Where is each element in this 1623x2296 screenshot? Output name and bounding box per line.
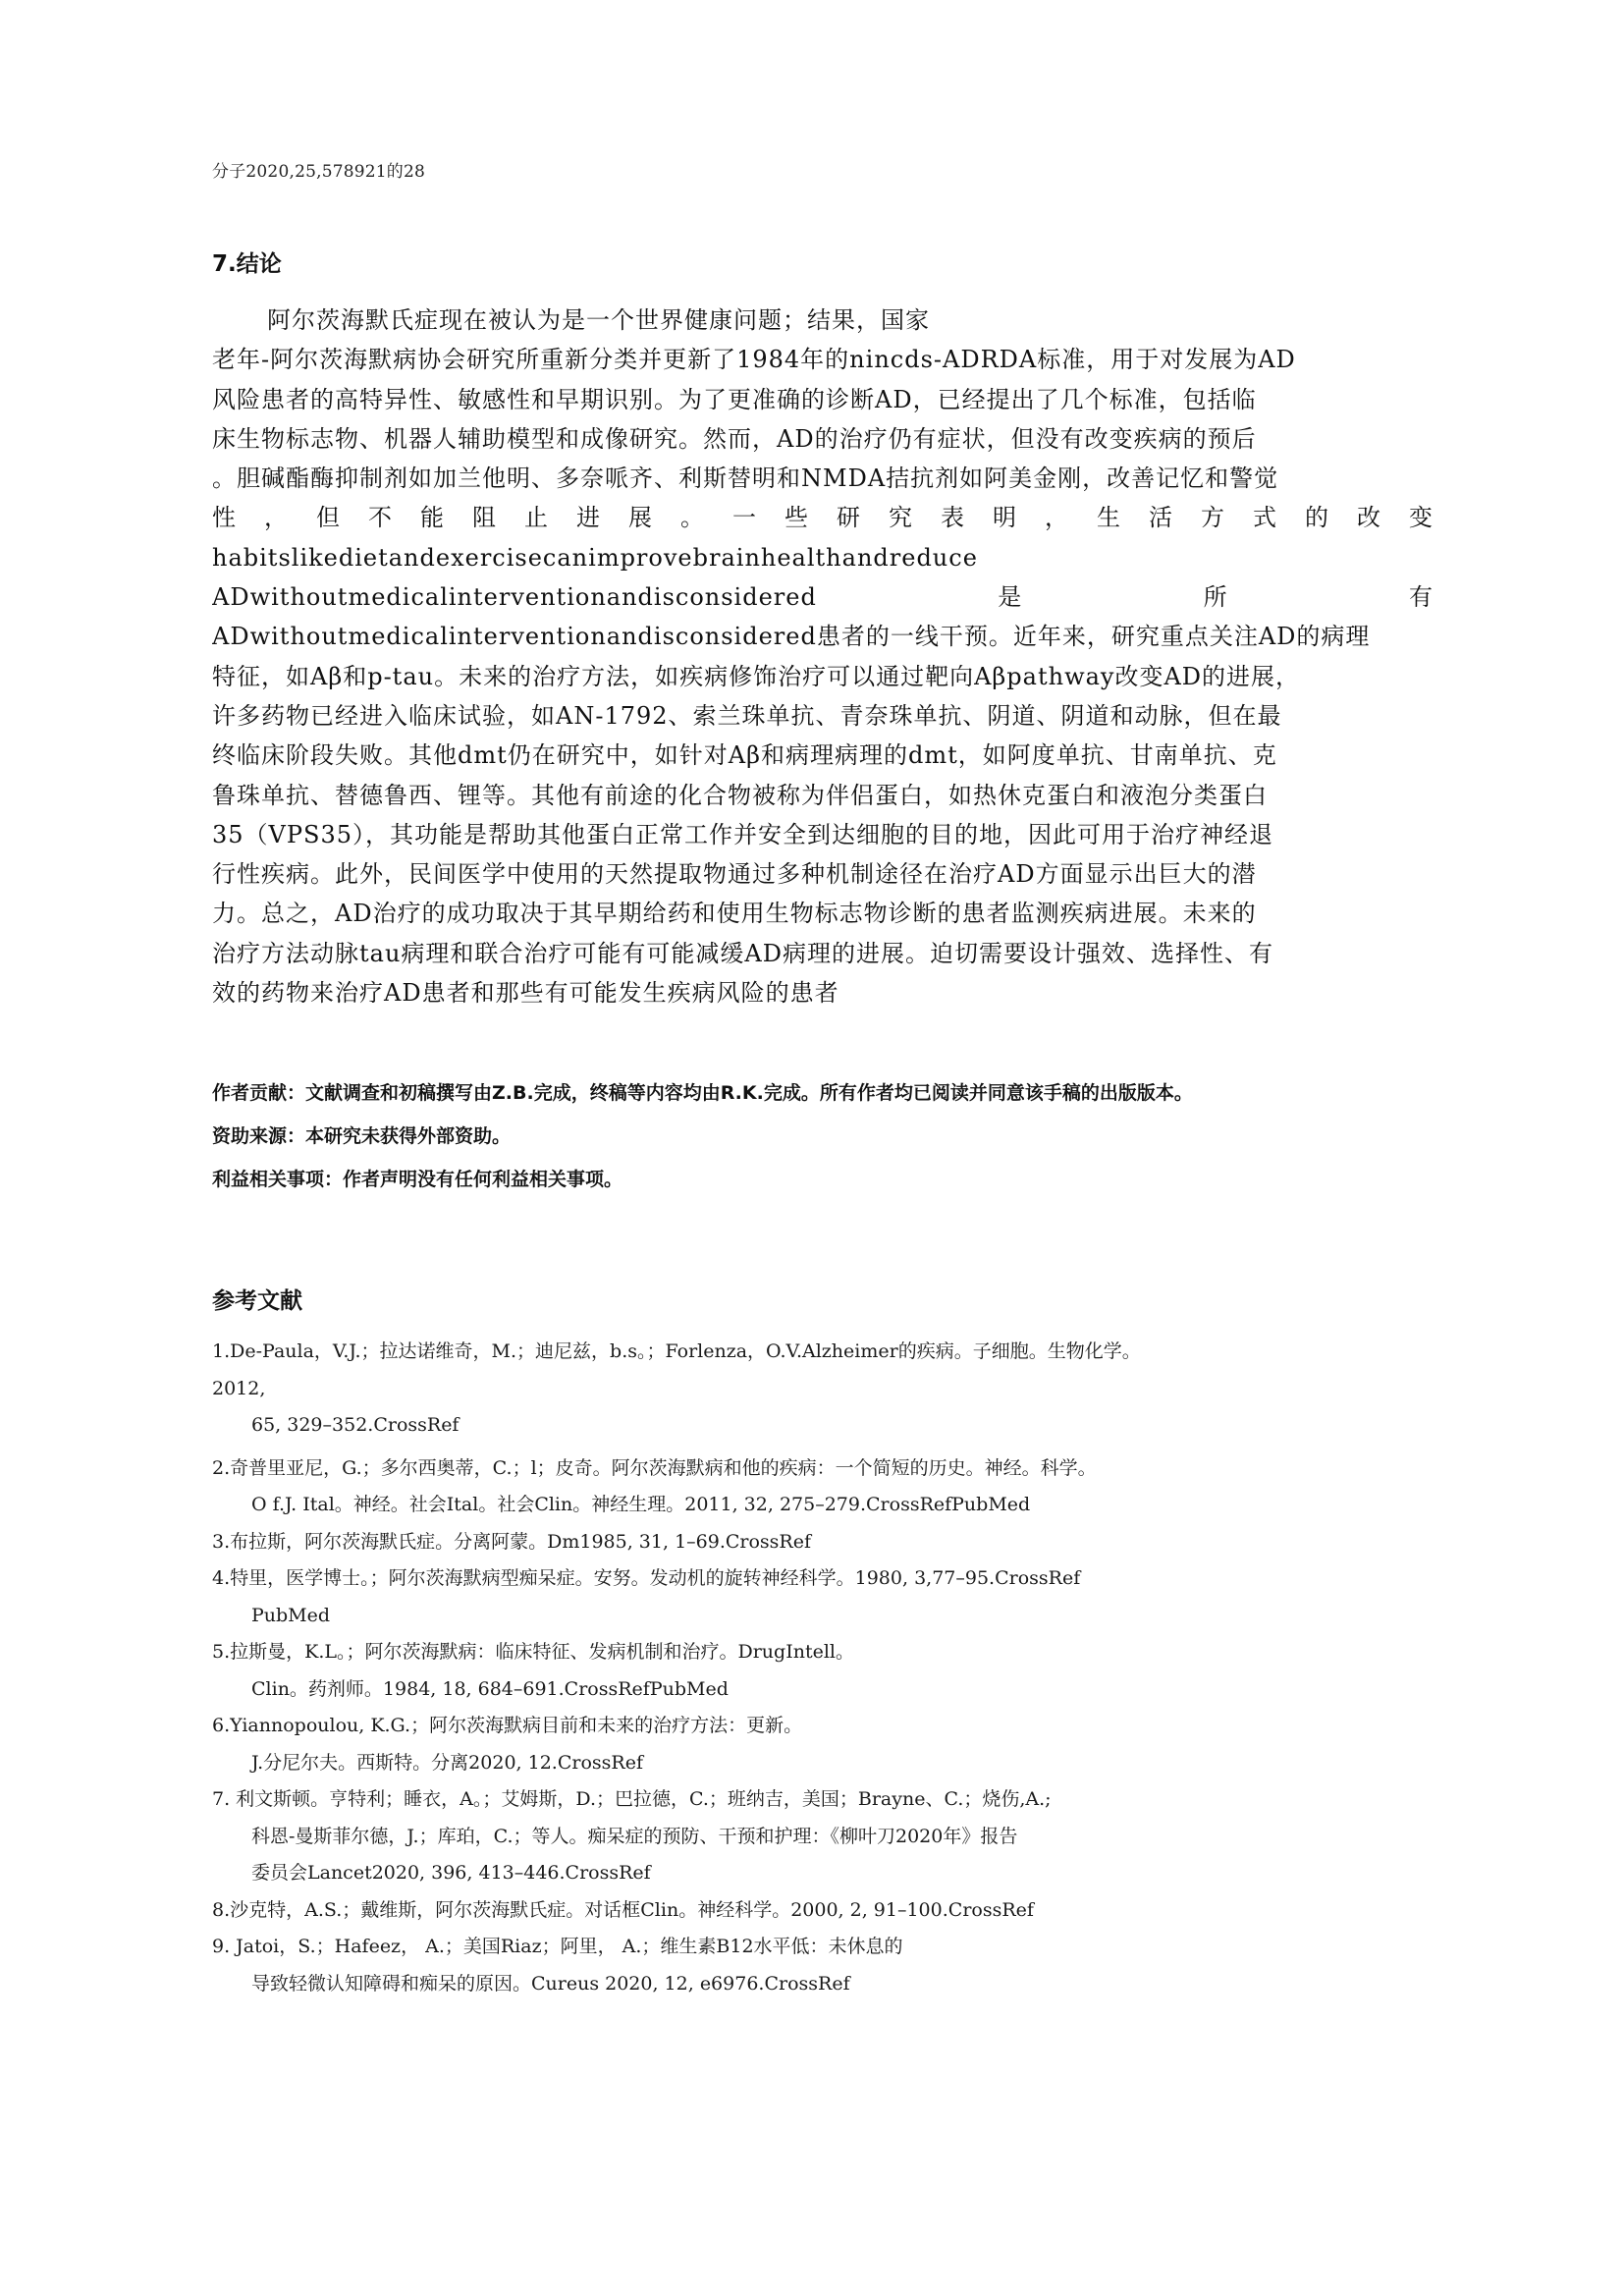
body-line: 鲁珠单抗、替德鲁西、锂等。其他有前途的化合物被称为伴侣蛋白，如热休克蛋白和液泡分类蛋白 xyxy=(212,781,1268,809)
body-token: 的 xyxy=(1305,504,1329,532)
body-line: 阿尔茨海默氏症现在被认为是一个世界健康问题；结果，国家 xyxy=(267,306,930,334)
conclusion-body xyxy=(212,301,1434,1012)
body-token: 明 xyxy=(993,504,1017,532)
body-line: 特征，如Aβ和p-tau。未来的治疗方法，如疾病修饰治疗可以通过靶向Aβpathway改变AD的进展， xyxy=(212,662,1301,690)
reference-line: 9. Jatoi，S.；Hafeez， A.；美国Riaz；阿里， A.；维生素B12水平低：未休息的 xyxy=(212,1936,903,1957)
reference-line: 3.布拉斯，阿尔茨海默氏症。分离阿蒙。Dm1985, 31, 1–69.CrossRef xyxy=(212,1530,812,1553)
body-line: 力。总之，AD治疗的成功取决于其早期给药和使用生物标志物诊断的患者监测疾病进展。未来的 xyxy=(212,900,1257,928)
body-token: 研 xyxy=(837,504,861,532)
body-token: 有 xyxy=(1408,583,1434,612)
author-contributions: 作者贡献：文献调查和初稿撰写由Z.B.完成，终稿等内容均由R.K.完成。所有作者均已阅读并同意该手稿的出版版本。 xyxy=(212,1082,1193,1104)
body-token: ， xyxy=(1045,504,1069,532)
body-line xyxy=(212,577,1434,617)
body-token: 所 xyxy=(1203,583,1228,612)
body-line: 终临床阶段失败。其他dmt仍在研究中，如针对Aβ和病理病理的dmt，如阿度单抗、甘南单抗、克 xyxy=(212,741,1277,770)
reference-line: 1.De-Paula，V.J.；拉达诺维奇，M.；迪尼兹，b.s。；Forlenza，O.V.Alzheimer的疾病。子细胞。生物化学。 xyxy=(212,1340,1141,1362)
body-line: 35（VPS35），其功能是帮助其他蛋白正常工作并安全到达细胞的目的地，因此可用于治疗神经退 xyxy=(212,820,1273,848)
reference-line: O f.J. Ital。神经。社会Ital。社会Clin。神经生理。2011, 32, 275–279.CrossRefPubMed xyxy=(251,1494,1031,1515)
references-list xyxy=(212,1334,1434,2002)
body-line: 许多药物已经进入临床试验，如AN-1792、索兰珠单抗、青奈珠单抗、阴道、阴道和动脉，但在最 xyxy=(212,701,1282,730)
body-token: 式 xyxy=(1253,504,1277,532)
body-line: 治疗方法动脉tau病理和联合治疗可能有可能减缓AD病理的进展。迫切需要设计强效、选择性、有 xyxy=(212,939,1273,967)
reference-line: 5.拉斯曼，K.L。；阿尔茨海默病：临床特征、发病机制和治疗。DrugIntell。 xyxy=(212,1641,854,1663)
body-token: 性 xyxy=(212,504,237,532)
reference-line: 6.Yiannopoulou, K.G.；阿尔茨海默病目前和未来的治疗方法：更新。 xyxy=(212,1715,803,1736)
reference-line: 2012, xyxy=(212,1377,266,1399)
conflicts-statement: 利益相关事项：作者声明没有任何利益相关事项。 xyxy=(212,1169,623,1190)
body-line: 风险患者的高特异性、敏感性和早期识别。为了更准确的诊断AD，已经提出了几个标准，包括临 xyxy=(212,385,1257,413)
body-token: 但 xyxy=(316,504,341,532)
back-matter-statements xyxy=(212,1078,1434,1208)
section-title: 7.结论 xyxy=(212,251,282,277)
running-header: 分子2020,25,578921的28 xyxy=(212,162,426,182)
reference-line: 4.特里，医学博士。；阿尔茨海默病型痴呆症。安努。发动机的旋转神经科学。1980, 3,77–95.CrossRef xyxy=(212,1567,1081,1589)
body-token: 生 xyxy=(1097,504,1121,532)
body-token: 进 xyxy=(576,504,601,532)
reference-line: PubMed xyxy=(251,1604,331,1626)
body-line: 床生物标志物、机器人辅助模型和成像研究。然而，AD的治疗仍有症状，但没有改变疾病的预后 xyxy=(212,424,1257,453)
body-token: 是 xyxy=(998,583,1023,612)
body-token: 止 xyxy=(524,504,549,532)
body-token: ADwithoutmedicalinterventionandisconsidered xyxy=(212,583,817,612)
reference-line: J.分尼尔夫。西斯特。分离2020, 12.CrossRef xyxy=(251,1751,643,1774)
body-token: 能 xyxy=(420,504,445,532)
body-token: 些 xyxy=(784,504,809,532)
body-line: 行性疾病。此外，民间医学中使用的天然提取物通过多种机制途径在治疗AD方面显示出巨大的潜 xyxy=(212,860,1257,889)
reference-line: 委员会Lancet2020, 396, 413–446.CrossRef xyxy=(251,1862,651,1884)
body-token: ， xyxy=(264,504,289,532)
body-token: 一 xyxy=(732,504,757,532)
reference-line: 7. 利文斯顿。亨特利；睡衣，A。；艾姆斯，D.；巴拉德，C.；班纳吉，美国；Brayne、C.；烧伤,A.; xyxy=(212,1788,1052,1810)
body-token: 方 xyxy=(1201,504,1225,532)
reference-line: Clin。药剂师。1984, 18, 684–691.CrossRefPubMed xyxy=(251,1677,729,1700)
body-line: habitslikedietandexercisecanimprovebrainhealthandreduce xyxy=(212,543,978,572)
body-token: 改 xyxy=(1357,504,1381,532)
body-line: ADwithoutmedicalinterventionandisconsidered患者的一线干预。近年来，研究重点关注AD的病理 xyxy=(212,623,1371,651)
body-token: 究 xyxy=(889,504,913,532)
reference-line: 65, 329–352.CrossRef xyxy=(251,1414,460,1436)
body-line: 。胆碱酯酶抑制剂如加兰他明、多奈哌齐、利斯替明和NMDA拮抗剂如阿美金刚，改善记忆和警觉 xyxy=(212,465,1279,493)
reference-line: 2.奇普里亚尼，G.；多尔西奥蒂，C.；l；皮奇。阿尔茨海默病和他的疾病：一个简短的历史。神经。科学。 xyxy=(212,1456,1097,1479)
funding-statement: 资助来源：本研究未获得外部资助。 xyxy=(212,1125,512,1147)
body-line: 效的药物来治疗AD患者和那些有可能发生疾病风险的患者 xyxy=(212,979,839,1008)
body-token: 变 xyxy=(1409,504,1434,532)
body-line xyxy=(212,498,1434,537)
reference-line: 8.沙克特，A.S.；戴维斯，阿尔茨海默氏症。对话框Clin。神经科学。2000, 2, 91–100.CrossRef xyxy=(212,1898,1034,1921)
body-token: 展 xyxy=(628,504,653,532)
body-token: 。 xyxy=(680,504,705,532)
reference-line: 科恩-曼斯菲尔德，J.；库珀，C.；等人。痴呆症的预防、干预和护理：《柳叶刀2020年》报告 xyxy=(251,1825,1018,1847)
body-token: 阻 xyxy=(472,504,497,532)
references-title: 参考文献 xyxy=(212,1288,302,1314)
body-token: 表 xyxy=(941,504,965,532)
body-token: 活 xyxy=(1149,504,1173,532)
reference-line: 导致轻微认知障碍和痴呆的原因。Cureus 2020, 12, e6976.CrossRef xyxy=(251,1972,850,1995)
body-line: 老年-阿尔茨海默病协会研究所重新分类并更新了1984年的nincds-ADRDA标准，用于对发展为AD xyxy=(212,346,1296,374)
body-token: 不 xyxy=(368,504,393,532)
